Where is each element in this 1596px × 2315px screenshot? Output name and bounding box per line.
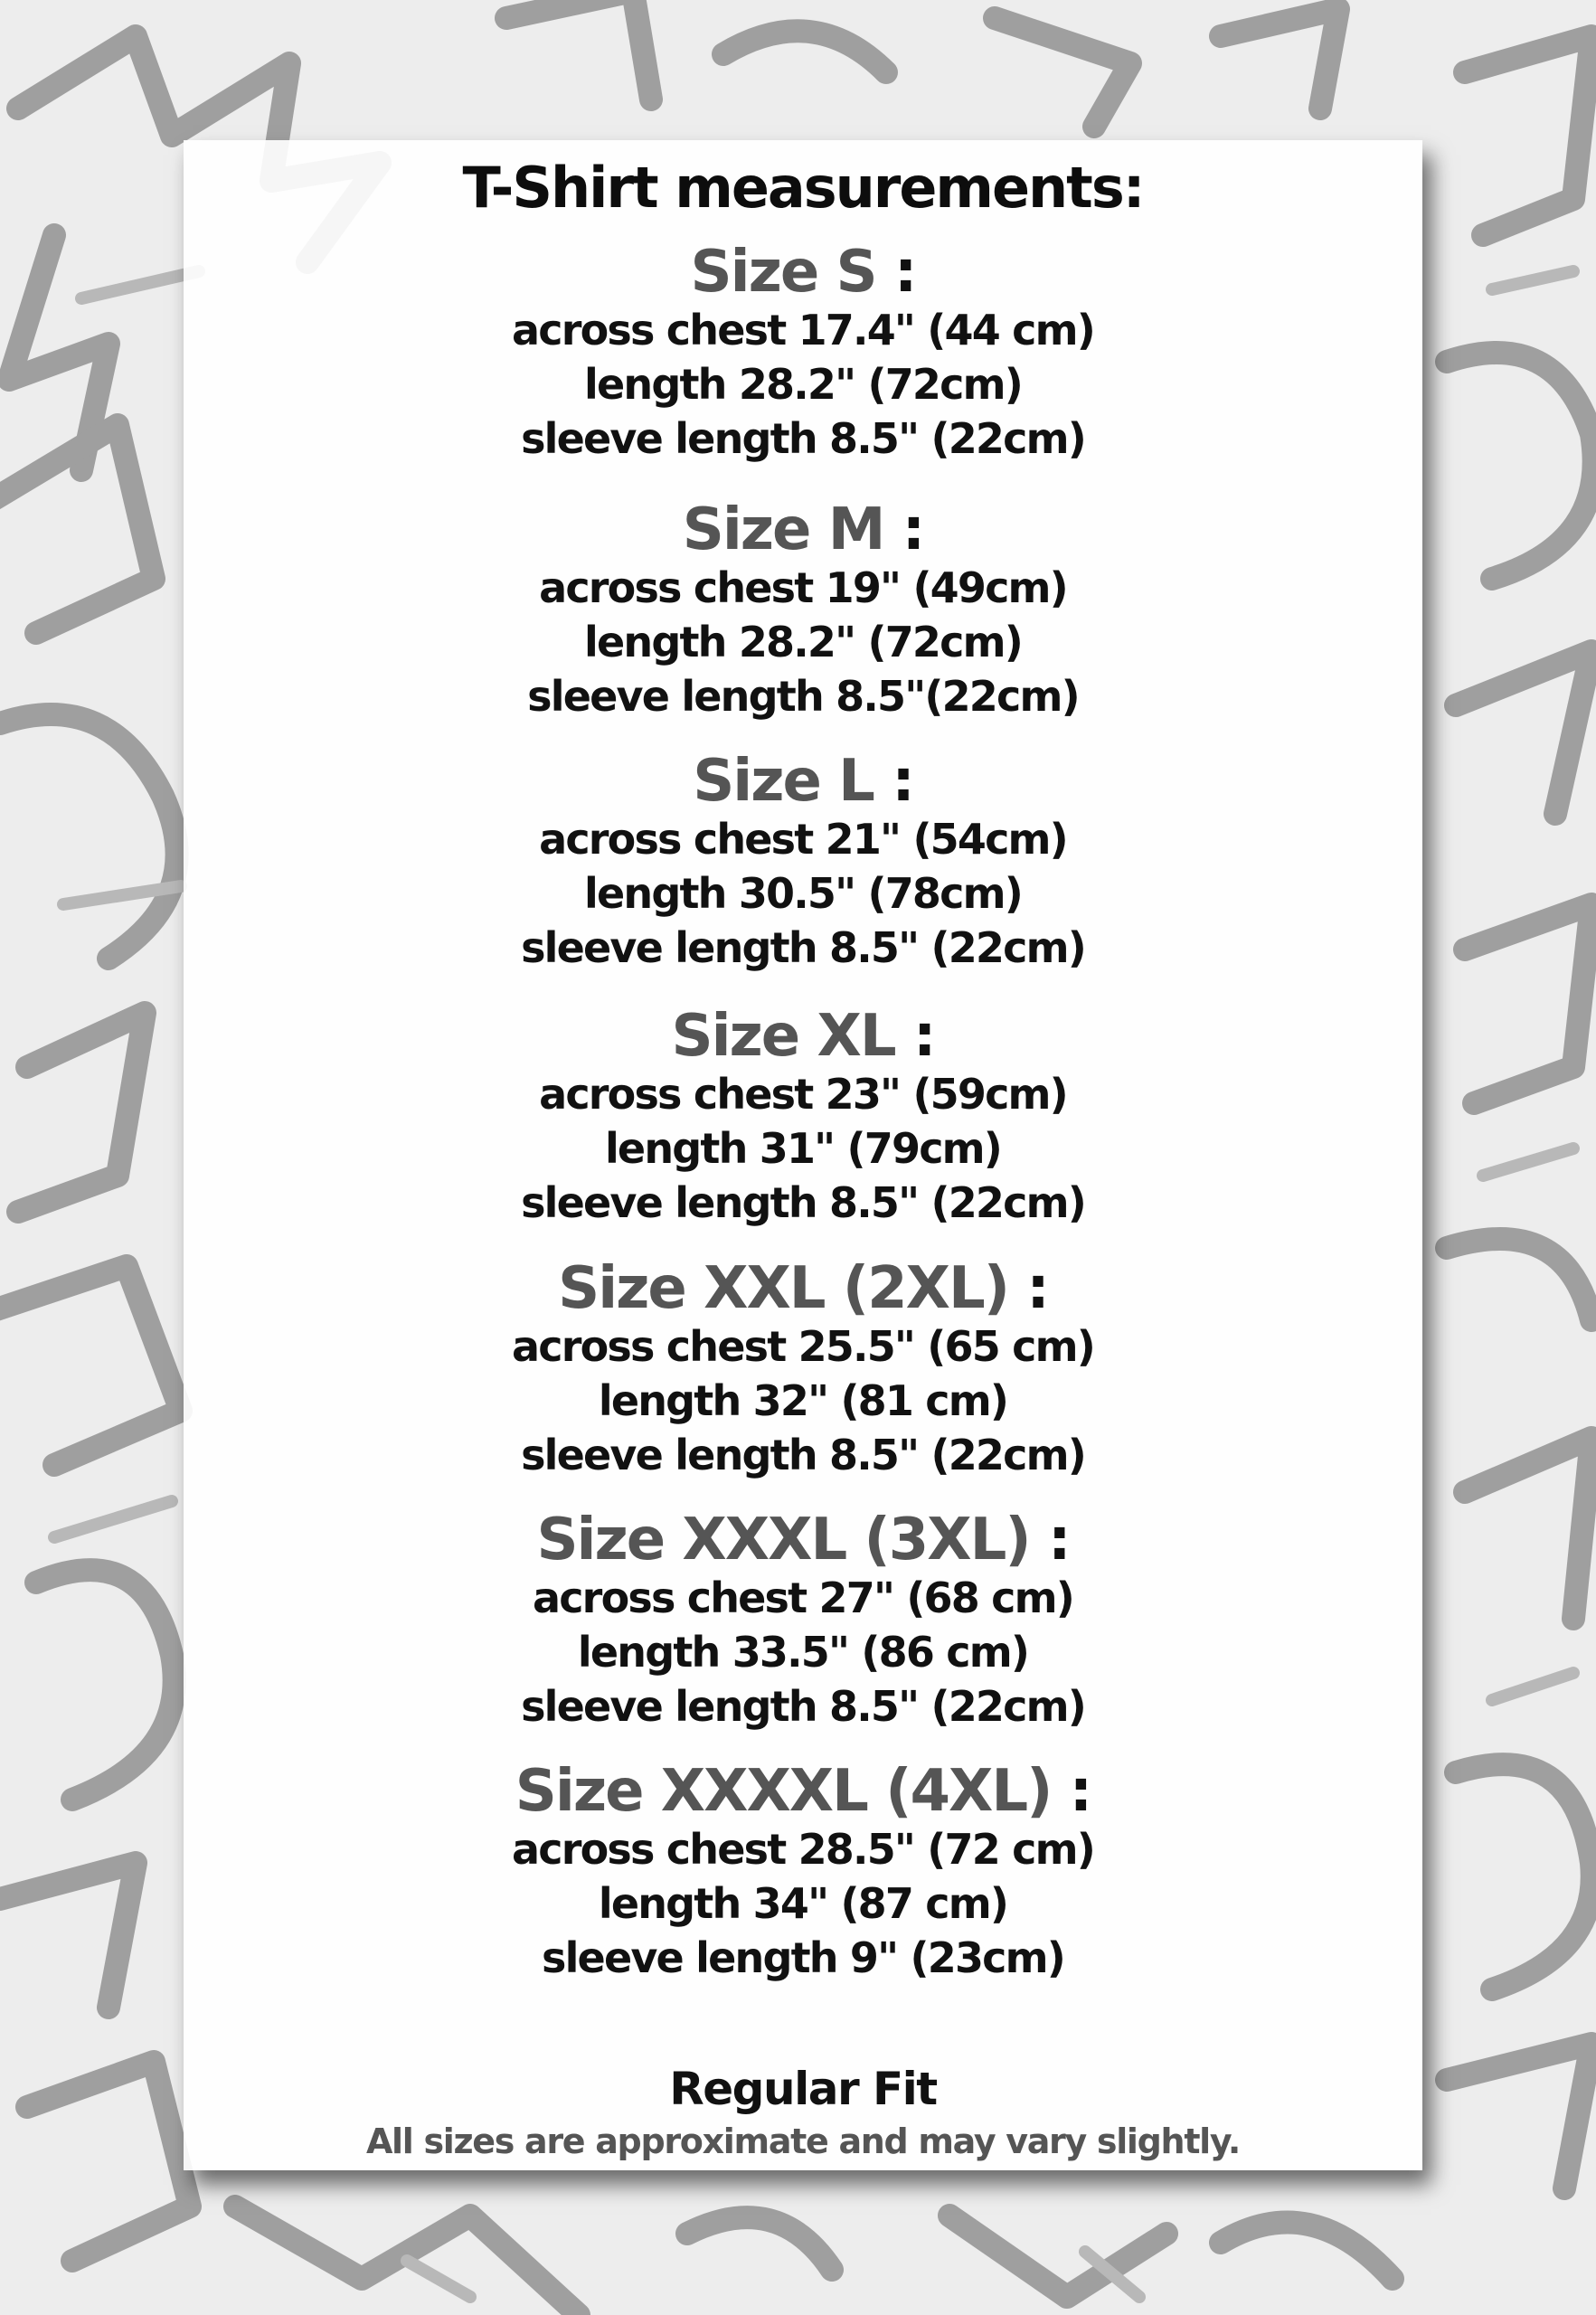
size-heading [184,1255,1422,1322]
size-label: Size L [693,748,874,815]
size-block-xl [184,1003,1422,1230]
length-measurement: length 34" (87 cm) [598,1879,1008,1928]
length-measurement: length 28.2" (72cm) [584,618,1022,666]
length-measurement: length 31" (79cm) [604,1124,1002,1173]
chest-measurement: across chest 19" (49cm) [539,563,1067,612]
chest-measurement: across chest 17.4" (44 cm) [512,306,1094,354]
size-label: Size XXL (2XL) [558,1255,1008,1322]
fit-label: Regular Fit [669,2063,937,2115]
sleeve-measurement: sleeve length 8.5"(22cm) [527,672,1079,721]
size-block-xxl [184,1255,1422,1482]
length-measurement: length 30.5" (78cm) [584,869,1022,918]
chest-measurement: across chest 23" (59cm) [539,1070,1067,1119]
chest-measurement: across chest 27" (68 cm) [532,1573,1074,1622]
sleeve-measurement: sleeve length 8.5" (22cm) [521,1178,1085,1227]
size-label: Size XL [671,1003,895,1070]
size-heading [184,239,1422,306]
size-label: Size XXXXL (4XL) [515,1758,1052,1825]
length-measurement: length 32" (81 cm) [598,1376,1008,1425]
size-colon: : [1069,1758,1091,1825]
size-heading [184,1758,1422,1825]
sleeve-measurement: sleeve length 9" (23cm) [542,1933,1064,1982]
size-label: Size XXXL (3XL) [536,1507,1030,1573]
size-label: Size M [682,496,884,563]
size-heading [184,1509,1422,1571]
size-block-l [184,748,1422,975]
size-label: Size S [690,239,876,306]
chest-measurement: across chest 21" (54cm) [539,815,1067,864]
sleeve-measurement: sleeve length 8.5" (22cm) [521,1682,1085,1731]
size-heading [184,748,1422,815]
size-colon: : [893,239,916,306]
size-colon: : [1026,1255,1048,1322]
chest-measurement: across chest 28.5" (72 cm) [512,1825,1094,1874]
page-title: T-Shirt measurements: [462,155,1144,221]
size-block-xxxxl [184,1758,1422,1985]
disclaimer-note: All sizes are approximate and may vary slightly. [365,2121,1241,2161]
size-block-s [184,241,1422,466]
size-chart-card [184,140,1422,2170]
length-measurement: length 33.5" (86 cm) [577,1628,1029,1677]
size-colon: : [902,496,924,563]
sleeve-measurement: sleeve length 8.5" (22cm) [521,923,1085,972]
chest-measurement: across chest 25.5" (65 cm) [512,1322,1094,1371]
size-colon: : [892,748,913,815]
size-colon: : [912,1003,935,1070]
sleeve-measurement: sleeve length 8.5" (22cm) [521,414,1085,463]
size-heading [184,1003,1422,1070]
length-measurement: length 28.2" (72cm) [584,360,1022,409]
sleeve-measurement: sleeve length 8.5" (22cm) [521,1431,1085,1479]
size-heading [184,496,1422,563]
size-colon: : [1047,1507,1070,1573]
size-block-xxxl [184,1509,1422,1734]
size-block-m [184,496,1422,723]
size-chart-content [184,140,1422,2170]
